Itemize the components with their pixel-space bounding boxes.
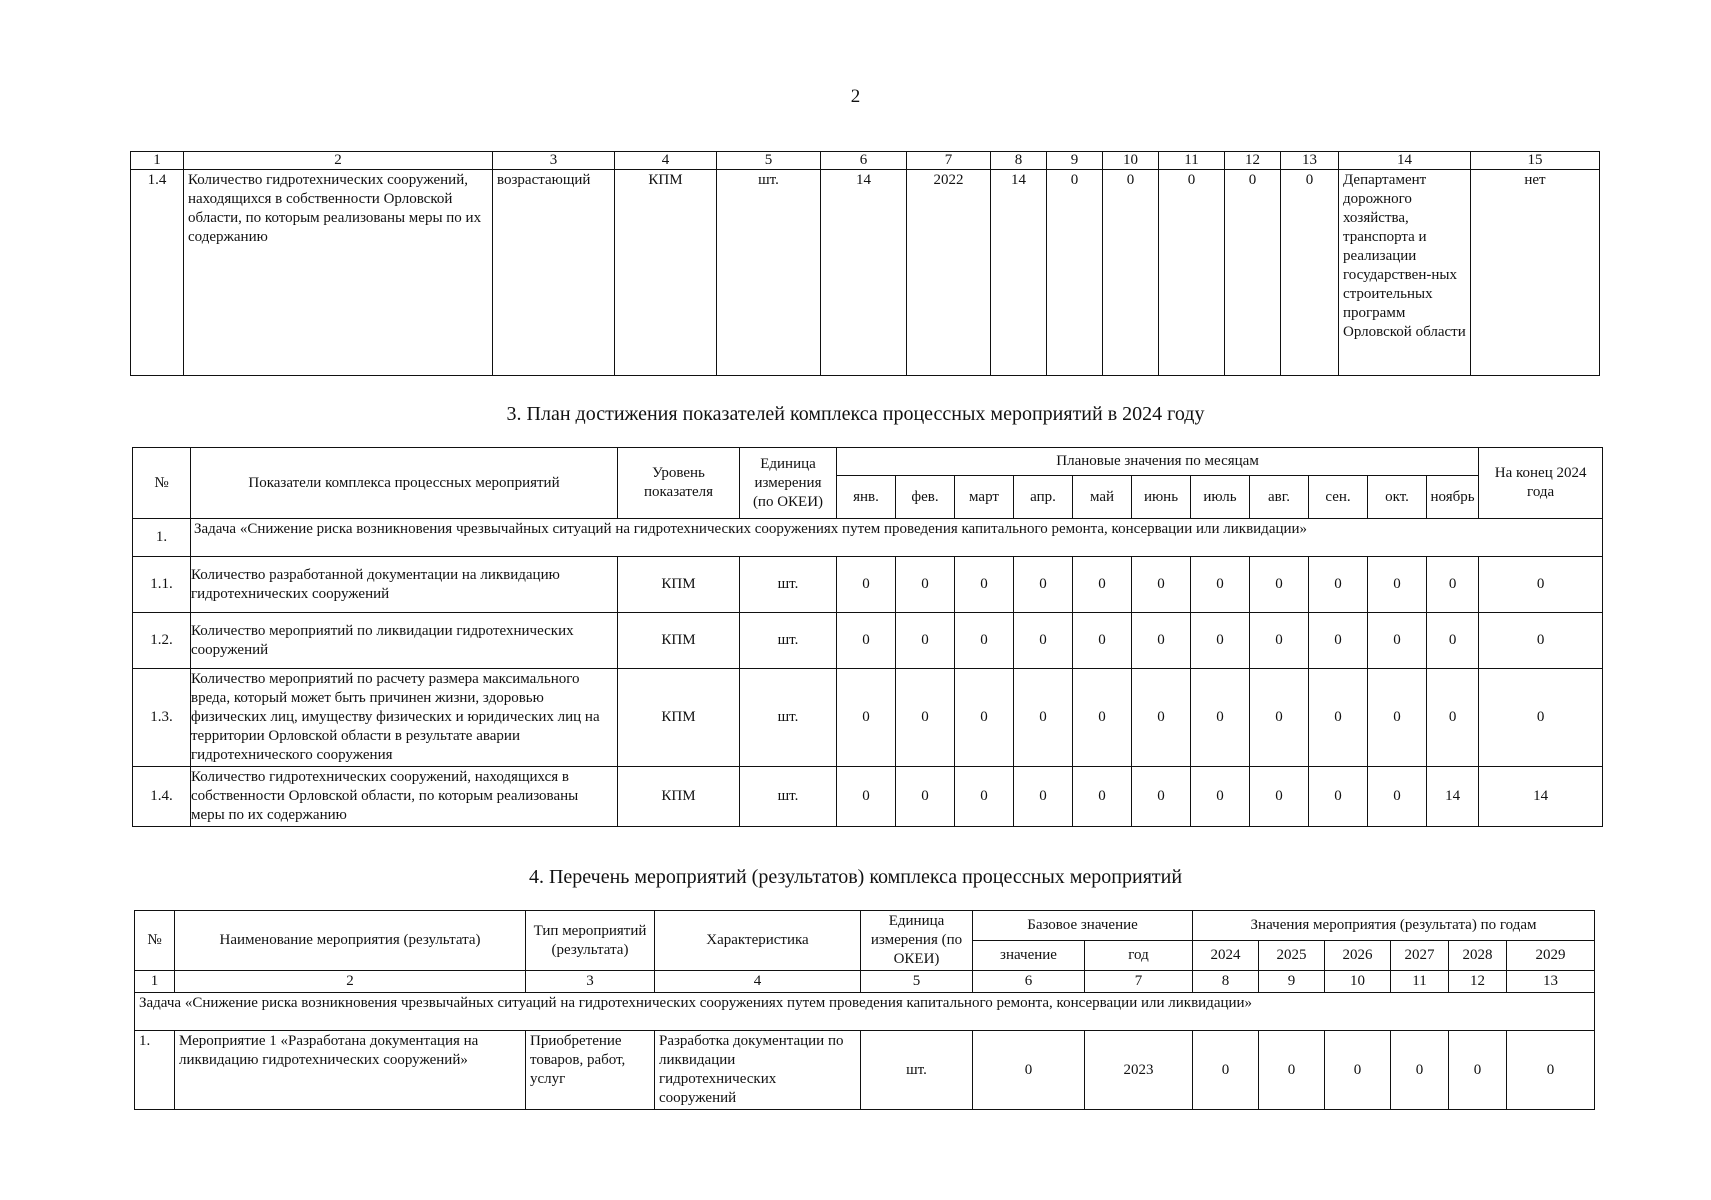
value-cell: нет xyxy=(1471,170,1600,376)
col-num: 6 xyxy=(973,971,1085,993)
header-name: Наименование мероприятия (результата) xyxy=(175,911,526,971)
value-cell: 2022 xyxy=(907,170,991,376)
col-num: 7 xyxy=(1085,971,1193,993)
month-header: июль xyxy=(1191,476,1250,519)
header-base: Базовое значение xyxy=(973,911,1193,941)
indicator-name: Количество разработанной документации на ликвидацию гидротехнических сооружений xyxy=(191,557,618,613)
value-cell: 0 xyxy=(1103,170,1159,376)
column-number-row xyxy=(131,152,1600,170)
value-cell: 0 xyxy=(837,557,896,613)
value-cell: 0 xyxy=(1427,613,1479,669)
indicator-name: Количество гидротехнических сооружений, находящихся в собственности Орловской области, по которым реализованы меры по их содержанию xyxy=(184,170,493,376)
header-row xyxy=(133,448,1603,476)
col-num: 12 xyxy=(1225,152,1281,170)
responsible-body: Департамент дорожного хозяйства, транспорта и реализации государствен-ных строительных программ Орловской области xyxy=(1339,170,1471,376)
table-row xyxy=(133,669,1603,767)
header-type: Тип мероприятий (результата) xyxy=(526,911,655,971)
col-num: 11 xyxy=(1391,971,1449,993)
base-value: 0 xyxy=(973,1031,1085,1110)
value-cell: 0 xyxy=(955,767,1014,827)
value-cell: 0 xyxy=(1073,613,1132,669)
col-num: 15 xyxy=(1471,152,1600,170)
col-num: 2 xyxy=(184,152,493,170)
base-year: 2023 xyxy=(1085,1031,1193,1110)
column-number-row xyxy=(135,971,1595,993)
value-cell: 0 xyxy=(1259,1031,1325,1110)
activity-characteristic: Разработка документации по ликвидации гидротехнических сооружений xyxy=(655,1031,861,1110)
month-header: май xyxy=(1073,476,1132,519)
month-header: сен. xyxy=(1309,476,1368,519)
value-cell: 0 xyxy=(1449,1031,1507,1110)
value-cell: 0 xyxy=(1014,613,1073,669)
col-num: 7 xyxy=(907,152,991,170)
row-number: 1. xyxy=(135,1031,175,1110)
value-cell: 14 xyxy=(1427,767,1479,827)
value-cell: 0 xyxy=(1132,669,1191,767)
col-num: 5 xyxy=(861,971,973,993)
unit: шт. xyxy=(740,557,837,613)
month-header: фев. xyxy=(896,476,955,519)
table-row xyxy=(133,613,1603,669)
col-num: 9 xyxy=(1259,971,1325,993)
value-cell: 0 xyxy=(1368,669,1427,767)
task-row xyxy=(135,993,1595,1031)
value-cell: 0 xyxy=(1250,669,1309,767)
activities-table xyxy=(134,910,1595,1110)
value-cell: 0 xyxy=(1014,669,1073,767)
unit: шт. xyxy=(740,767,837,827)
value-cell: 0 xyxy=(1073,767,1132,827)
value-cell: 14 xyxy=(821,170,907,376)
value-cell: 0 xyxy=(1014,557,1073,613)
value-cell: 0 xyxy=(896,613,955,669)
col-num: 10 xyxy=(1103,152,1159,170)
unit: шт. xyxy=(740,669,837,767)
value-cell: 0 xyxy=(1073,669,1132,767)
task-num: 1. xyxy=(133,519,191,557)
row-number: 1.2. xyxy=(133,613,191,669)
year-header: 2025 xyxy=(1259,941,1325,971)
col-num: 9 xyxy=(1047,152,1103,170)
col-num: 4 xyxy=(615,152,717,170)
end-value: 14 xyxy=(1479,767,1603,827)
value-cell: 0 xyxy=(1225,170,1281,376)
page-number: 2 xyxy=(850,86,861,107)
col-num: 14 xyxy=(1339,152,1471,170)
header-level: Уровень показателя xyxy=(618,448,740,519)
value-cell: 0 xyxy=(896,557,955,613)
month-header: апр. xyxy=(1014,476,1073,519)
indicators-continuation-table xyxy=(130,151,1600,376)
header-num: № xyxy=(135,911,175,971)
header-num: № xyxy=(133,448,191,519)
activity-type: Приобретение товаров, работ, услуг xyxy=(526,1031,655,1110)
section-3-title: 3. План достижения показателей комплекса процессных мероприятий в 2024 году xyxy=(506,403,1205,425)
monthly-plan-table xyxy=(132,447,1603,827)
level: КПМ xyxy=(618,613,740,669)
end-value: 0 xyxy=(1479,613,1603,669)
month-header: июнь xyxy=(1132,476,1191,519)
value-cell: 0 xyxy=(955,557,1014,613)
value-cell: 0 xyxy=(1193,1031,1259,1110)
value-cell: 0 xyxy=(1427,557,1479,613)
year-header: 2026 xyxy=(1325,941,1391,971)
value-cell: 0 xyxy=(1250,557,1309,613)
trend: возрастающий xyxy=(493,170,615,376)
value-cell: 0 xyxy=(837,669,896,767)
level: КПМ xyxy=(618,767,740,827)
header-base-value: значение xyxy=(973,941,1085,971)
section-4-title: 4. Перечень мероприятий (результатов) комплекса процессных мероприятий xyxy=(528,866,1183,888)
level: КПМ xyxy=(618,557,740,613)
value-cell: 0 xyxy=(1368,613,1427,669)
value-cell: 14 xyxy=(991,170,1047,376)
value-cell: 0 xyxy=(1368,767,1427,827)
value-cell: 0 xyxy=(1309,669,1368,767)
unit: шт. xyxy=(861,1031,973,1110)
value-cell: 0 xyxy=(1132,557,1191,613)
row-number: 1.4 xyxy=(131,170,184,376)
header-unit: Единица измерения (по ОКЕИ) xyxy=(861,911,973,971)
value-cell: 0 xyxy=(1159,170,1225,376)
value-cell: 0 xyxy=(1191,613,1250,669)
col-num: 6 xyxy=(821,152,907,170)
month-header: янв. xyxy=(837,476,896,519)
year-header: 2029 xyxy=(1507,941,1595,971)
table-row xyxy=(133,767,1603,827)
end-value: 0 xyxy=(1479,557,1603,613)
year-header: 2027 xyxy=(1391,941,1449,971)
value-cell: 0 xyxy=(1309,613,1368,669)
year-header: 2028 xyxy=(1449,941,1507,971)
col-num: 10 xyxy=(1325,971,1391,993)
row-number: 1.3. xyxy=(133,669,191,767)
value-cell: 0 xyxy=(1014,767,1073,827)
row-number: 1.1. xyxy=(133,557,191,613)
value-cell: 0 xyxy=(1325,1031,1391,1110)
table-row xyxy=(131,170,1600,376)
level: КПМ xyxy=(618,669,740,767)
col-num: 1 xyxy=(135,971,175,993)
indicator-name: Количество мероприятий по расчету размера максимального вреда, который может быть причинен жизни, здоровью физических лиц, имуществу физических и юридических лиц на территории Орловской области в результате аварии гидротехнического сооружения xyxy=(191,669,618,767)
header-characteristic: Характеристика xyxy=(655,911,861,971)
unit: шт. xyxy=(717,170,821,376)
header-base-year: год xyxy=(1085,941,1193,971)
value-cell: 0 xyxy=(1309,557,1368,613)
task-row xyxy=(133,519,1603,557)
indicator-name: Количество гидротехнических сооружений, находящихся в собственности Орловской области, по которым реализованы меры по их содержанию xyxy=(191,767,618,827)
row-number: 1.4. xyxy=(133,767,191,827)
value-cell: 0 xyxy=(896,669,955,767)
value-cell: 0 xyxy=(1191,557,1250,613)
value-cell: 0 xyxy=(1281,170,1339,376)
activity-name: Мероприятие 1 «Разработана документация на ликвидацию гидротехнических сооружений» xyxy=(175,1031,526,1110)
value-cell: 0 xyxy=(837,767,896,827)
year-header: 2024 xyxy=(1193,941,1259,971)
table-row xyxy=(135,1031,1595,1110)
value-cell: 0 xyxy=(1507,1031,1595,1110)
col-num: 2 xyxy=(175,971,526,993)
col-num: 3 xyxy=(526,971,655,993)
col-num: 8 xyxy=(1193,971,1259,993)
value-cell: 0 xyxy=(1132,767,1191,827)
value-cell: 0 xyxy=(955,669,1014,767)
col-num: 4 xyxy=(655,971,861,993)
task-text: Задача «Снижение риска возникновения чрезвычайных ситуаций на гидротехнических сооружениях путем проведения капитального ремонта, консервации или ликвидации» xyxy=(135,993,1595,1031)
header-indicator: Показатели комплекса процессных мероприятий xyxy=(191,448,618,519)
value-cell: 0 xyxy=(1368,557,1427,613)
month-header: ноябрь xyxy=(1427,476,1479,519)
col-num: 13 xyxy=(1507,971,1595,993)
month-header: окт. xyxy=(1368,476,1427,519)
value-cell: 0 xyxy=(1191,669,1250,767)
value-cell: 0 xyxy=(1073,557,1132,613)
header-unit: Единица измерения (по ОКЕИ) xyxy=(740,448,837,519)
value-cell: 0 xyxy=(955,613,1014,669)
value-cell: 0 xyxy=(837,613,896,669)
month-header: март xyxy=(955,476,1014,519)
level: КПМ xyxy=(615,170,717,376)
header-row xyxy=(135,911,1595,941)
end-value: 0 xyxy=(1479,669,1603,767)
header-months-group: Плановые значения по месяцам xyxy=(837,448,1479,476)
indicator-name: Количество мероприятий по ликвидации гидротехнических сооружений xyxy=(191,613,618,669)
col-num: 1 xyxy=(131,152,184,170)
unit: шт. xyxy=(740,613,837,669)
col-num: 5 xyxy=(717,152,821,170)
col-num: 12 xyxy=(1449,971,1507,993)
month-header: авг. xyxy=(1250,476,1309,519)
value-cell: 0 xyxy=(896,767,955,827)
value-cell: 0 xyxy=(1309,767,1368,827)
col-num: 3 xyxy=(493,152,615,170)
value-cell: 0 xyxy=(1132,613,1191,669)
table-row xyxy=(133,557,1603,613)
value-cell: 0 xyxy=(1427,669,1479,767)
col-num: 13 xyxy=(1281,152,1339,170)
task-text: Задача «Снижение риска возникновения чрезвычайных ситуаций на гидротехнических сооружениях путем проведения капитального ремонта, консервации или ликвидации» xyxy=(191,519,1603,557)
value-cell: 0 xyxy=(1047,170,1103,376)
value-cell: 0 xyxy=(1250,613,1309,669)
col-num: 11 xyxy=(1159,152,1225,170)
value-cell: 0 xyxy=(1250,767,1309,827)
header-years-group: Значения мероприятия (результата) по годам xyxy=(1193,911,1595,941)
header-end: На конец 2024 года xyxy=(1479,448,1603,519)
value-cell: 0 xyxy=(1191,767,1250,827)
col-num: 8 xyxy=(991,152,1047,170)
value-cell: 0 xyxy=(1391,1031,1449,1110)
